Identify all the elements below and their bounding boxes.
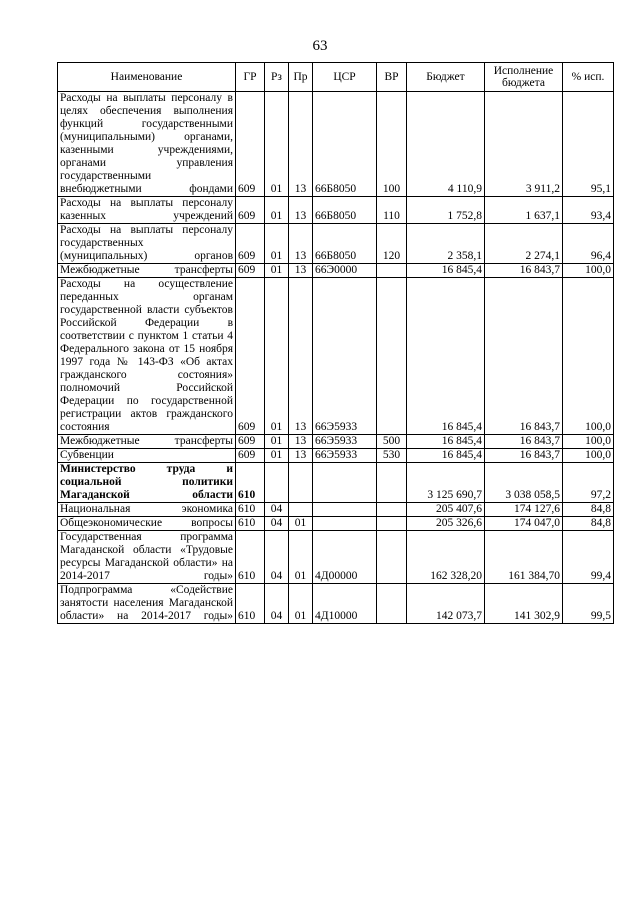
- cell-csr: [313, 463, 377, 503]
- header-csr: ЦСР: [313, 63, 377, 92]
- table-row: [58, 92, 614, 197]
- cell-rz: 04: [265, 584, 289, 624]
- cell-csr: [313, 517, 377, 531]
- cell-vr: 500: [377, 435, 407, 449]
- cell-rz: [265, 463, 289, 503]
- cell-pr: 13: [289, 92, 313, 197]
- cell-execution: 16 843,7: [485, 264, 563, 278]
- cell-vr: [377, 264, 407, 278]
- cell-rz: 04: [265, 503, 289, 517]
- table-header-row: [58, 63, 614, 92]
- cell-vr: [377, 278, 407, 435]
- cell-rz: 01: [265, 197, 289, 224]
- table-row: [58, 224, 614, 264]
- cell-gr: 610: [236, 463, 265, 503]
- cell-pr: 13: [289, 435, 313, 449]
- header-rz: Рз: [265, 63, 289, 92]
- cell-pr: 13: [289, 449, 313, 463]
- cell-execution: 3 911,2: [485, 92, 563, 197]
- budget-table: [57, 62, 614, 624]
- cell-execution: 2 274,1: [485, 224, 563, 264]
- cell-vr: [377, 531, 407, 584]
- table-row: [58, 503, 614, 517]
- header-execution: Исполнение бюджета: [485, 63, 563, 92]
- table-row: [58, 463, 614, 503]
- cell-name: Субвенции: [58, 449, 236, 463]
- cell-percent: 100,0: [563, 435, 614, 449]
- table-row: [58, 584, 614, 624]
- cell-gr: 609: [236, 278, 265, 435]
- cell-budget: 16 845,4: [407, 278, 485, 435]
- header-name: Наименование: [58, 63, 236, 92]
- cell-budget: 205 407,6: [407, 503, 485, 517]
- cell-execution: 174 047,0: [485, 517, 563, 531]
- table-row: [58, 435, 614, 449]
- cell-pr: 13: [289, 264, 313, 278]
- cell-rz: 01: [265, 449, 289, 463]
- cell-percent: 99,5: [563, 584, 614, 624]
- cell-percent: 100,0: [563, 449, 614, 463]
- cell-budget: 3 125 690,7: [407, 463, 485, 503]
- cell-rz: 01: [265, 435, 289, 449]
- cell-rz: 01: [265, 264, 289, 278]
- header-pr: Пр: [289, 63, 313, 92]
- header-gr: ГР: [236, 63, 265, 92]
- cell-gr: 609: [236, 435, 265, 449]
- cell-execution: 161 384,70: [485, 531, 563, 584]
- cell-gr: 609: [236, 264, 265, 278]
- cell-percent: 84,8: [563, 517, 614, 531]
- table-row: [58, 197, 614, 224]
- table-row: [58, 517, 614, 531]
- cell-percent: 100,0: [563, 278, 614, 435]
- cell-budget: 2 358,1: [407, 224, 485, 264]
- cell-percent: 84,8: [563, 503, 614, 517]
- cell-name: Расходы на выплаты персоналу в целях обеспечения выполнения функций государственными (муниципальными) органами, казенными учреждениями, органами управления государственными внебюджетными фондами: [58, 92, 236, 197]
- cell-execution: 16 843,7: [485, 435, 563, 449]
- cell-gr: 609: [236, 197, 265, 224]
- table-row: [58, 531, 614, 584]
- cell-budget: 142 073,7: [407, 584, 485, 624]
- cell-gr: 609: [236, 92, 265, 197]
- cell-pr: [289, 503, 313, 517]
- cell-name: Подпрограмма «Содействие занятости населения Магаданской области» на 2014-2017 годы»: [58, 584, 236, 624]
- cell-percent: 97,2: [563, 463, 614, 503]
- cell-execution: 3 038 058,5: [485, 463, 563, 503]
- cell-name: Государственная программа Магаданской области «Трудовые ресурсы Магаданской области» на 2014-2017 годы»: [58, 531, 236, 584]
- cell-name: Расходы на выплаты персоналу казенных учреждений: [58, 197, 236, 224]
- cell-budget: 16 845,4: [407, 264, 485, 278]
- cell-vr: [377, 503, 407, 517]
- cell-name: Национальная экономика: [58, 503, 236, 517]
- cell-name: Общеэкономические вопросы: [58, 517, 236, 531]
- cell-budget: 4 110,9: [407, 92, 485, 197]
- table-body: [58, 92, 614, 624]
- cell-name: Министерство труда и социальной политики Магаданской области: [58, 463, 236, 503]
- cell-csr: [313, 503, 377, 517]
- header-budget: Бюджет: [407, 63, 485, 92]
- cell-gr: 610: [236, 584, 265, 624]
- cell-pr: 01: [289, 531, 313, 584]
- cell-vr: [377, 517, 407, 531]
- cell-percent: 93,4: [563, 197, 614, 224]
- cell-csr: 4Д00000: [313, 531, 377, 584]
- table-row: [58, 278, 614, 435]
- cell-gr: 609: [236, 449, 265, 463]
- cell-csr: 4Д10000: [313, 584, 377, 624]
- cell-gr: 609: [236, 224, 265, 264]
- cell-pr: 13: [289, 224, 313, 264]
- cell-vr: 110: [377, 197, 407, 224]
- cell-rz: 04: [265, 531, 289, 584]
- cell-vr: [377, 463, 407, 503]
- cell-rz: 01: [265, 278, 289, 435]
- cell-csr: 66Э5933: [313, 435, 377, 449]
- table-row: [58, 264, 614, 278]
- header-vr: ВР: [377, 63, 407, 92]
- page-number: 63: [312, 38, 328, 54]
- cell-gr: 610: [236, 531, 265, 584]
- cell-csr: 66Б8050: [313, 92, 377, 197]
- cell-gr: 610: [236, 517, 265, 531]
- cell-csr: 66Э5933: [313, 449, 377, 463]
- cell-pr: 01: [289, 584, 313, 624]
- cell-budget: 205 326,6: [407, 517, 485, 531]
- cell-vr: 530: [377, 449, 407, 463]
- cell-gr: 610: [236, 503, 265, 517]
- cell-csr: 66Э0000: [313, 264, 377, 278]
- cell-csr: 66Б8050: [313, 197, 377, 224]
- cell-rz: 01: [265, 92, 289, 197]
- cell-name: Межбюджетные трансферты: [58, 435, 236, 449]
- cell-execution: 1 637,1: [485, 197, 563, 224]
- cell-execution: 174 127,6: [485, 503, 563, 517]
- header-percent: % исп.: [563, 63, 614, 92]
- cell-pr: 13: [289, 197, 313, 224]
- cell-csr: 66Б8050: [313, 224, 377, 264]
- cell-percent: 99,4: [563, 531, 614, 584]
- cell-name: Межбюджетные трансферты: [58, 264, 236, 278]
- cell-execution: 141 302,9: [485, 584, 563, 624]
- cell-pr: 13: [289, 278, 313, 435]
- cell-vr: [377, 584, 407, 624]
- cell-execution: 16 843,7: [485, 449, 563, 463]
- cell-budget: 162 328,20: [407, 531, 485, 584]
- cell-budget: 16 845,4: [407, 449, 485, 463]
- cell-pr: [289, 463, 313, 503]
- table-row: [58, 449, 614, 463]
- cell-percent: 95,1: [563, 92, 614, 197]
- cell-name: Расходы на осуществление переданных органам государственной власти субъектов Российской Федерации в соответствии с пунктом 1 статьи 4 Федерального закона от 15 ноября 1997 года № 143-ФЗ «Об актах гражданского состояния» полномочий Российской Федерации по государственной регистрации актов гражданского состояния: [58, 278, 236, 435]
- cell-rz: 01: [265, 224, 289, 264]
- cell-execution: 16 843,7: [485, 278, 563, 435]
- cell-vr: 100: [377, 92, 407, 197]
- cell-vr: 120: [377, 224, 407, 264]
- cell-percent: 100,0: [563, 264, 614, 278]
- cell-budget: 16 845,4: [407, 435, 485, 449]
- cell-csr: 66Э5933: [313, 278, 377, 435]
- cell-budget: 1 752,8: [407, 197, 485, 224]
- cell-rz: 04: [265, 517, 289, 531]
- cell-pr: 01: [289, 517, 313, 531]
- cell-percent: 96,4: [563, 224, 614, 264]
- cell-name: Расходы на выплаты персоналу государственных (муниципальных) органов: [58, 224, 236, 264]
